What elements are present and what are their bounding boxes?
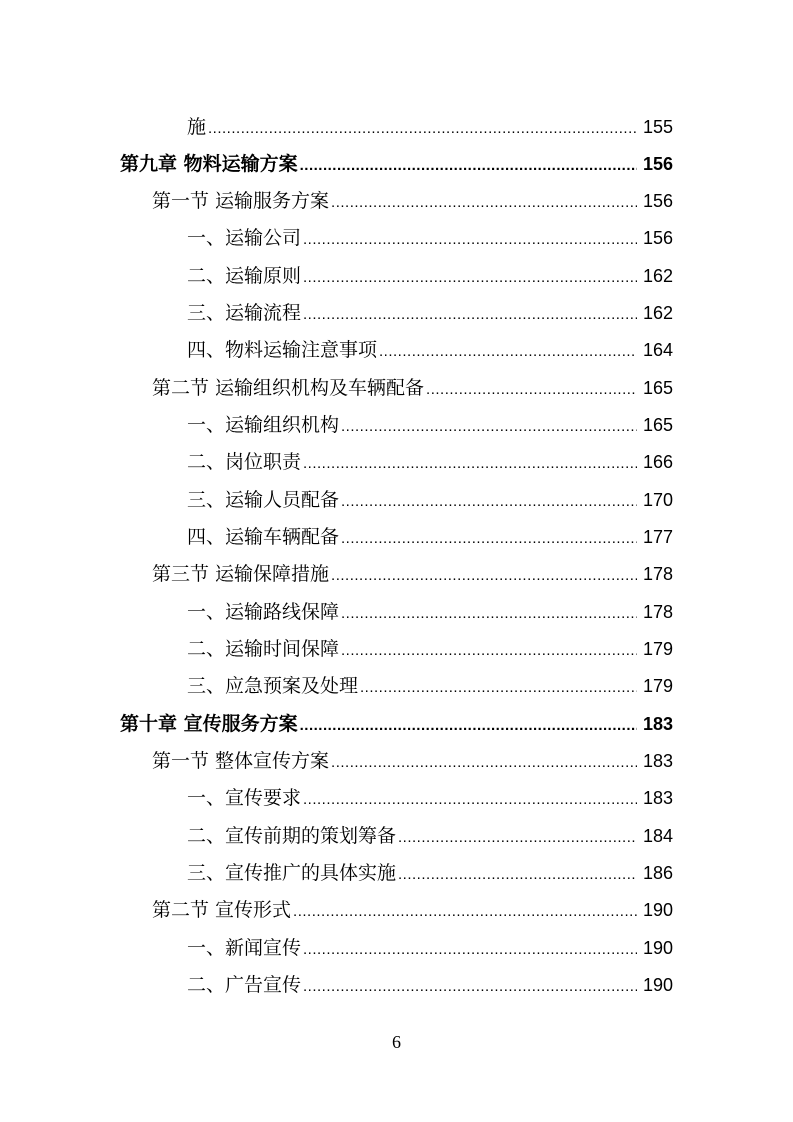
leader-dots (303, 977, 637, 996)
leader-dots (331, 566, 637, 585)
toc-entry-page: 165 (642, 378, 673, 398)
toc-entry-section[interactable] (152, 175, 673, 212)
toc-entry[interactable] (187, 101, 673, 138)
toc-entry[interactable] (187, 436, 673, 473)
toc-entry-title: 二、岗位职责 (187, 451, 302, 473)
toc-entry-title: 施 (187, 116, 207, 138)
toc-entry-title: 一、运输组织机构 (187, 414, 340, 436)
leader-dots (398, 828, 637, 847)
toc-entry-title: 四、运输车辆配备 (187, 526, 340, 548)
toc-entry-title: 第二节 运输组织机构及车辆配备 (152, 377, 425, 399)
toc-entry-title: 第一节 整体宣传方案 (152, 750, 330, 772)
toc-entry-title: 一、宣传要求 (187, 787, 302, 809)
leader-dots (300, 156, 637, 175)
toc-entry[interactable] (187, 772, 673, 809)
toc-entry-section[interactable] (152, 735, 673, 772)
toc-entry-title: 一、新闻宣传 (187, 937, 302, 959)
toc-entry-page: 178 (642, 564, 673, 584)
leader-dots (303, 230, 637, 249)
toc-entry[interactable] (187, 250, 673, 287)
toc-entry-page: 162 (642, 266, 673, 286)
toc-entry-title: 三、宣传推广的具体实施 (187, 862, 397, 884)
toc-entry-page: 166 (642, 452, 673, 472)
toc-entry-page: 156 (642, 154, 673, 174)
toc-entry-chapter[interactable] (120, 138, 673, 175)
leader-dots (331, 753, 637, 772)
toc-entry[interactable] (187, 810, 673, 847)
toc-entry[interactable] (187, 399, 673, 436)
toc-entry[interactable] (187, 324, 673, 361)
toc-entry[interactable] (187, 511, 673, 548)
toc-entry-title: 第一节 运输服务方案 (152, 190, 330, 212)
toc-entry[interactable] (187, 959, 673, 996)
toc-entry-page: 178 (642, 602, 673, 622)
toc-entry-title: 二、运输原则 (187, 265, 302, 287)
toc-entry-title: 四、物料运输注意事项 (187, 339, 378, 361)
leader-dots (398, 865, 637, 884)
toc-entry-title: 一、运输路线保障 (187, 601, 340, 623)
toc-entry-title: 第九章 物料运输方案 (120, 153, 298, 175)
toc-entry-page: 186 (642, 863, 673, 883)
toc-entry[interactable] (187, 586, 673, 623)
toc-entry-page: 183 (642, 751, 673, 771)
leader-dots (341, 492, 637, 511)
toc-entry-page: 183 (642, 788, 673, 808)
leader-dots (293, 902, 637, 921)
toc-entry-page: 177 (642, 527, 673, 547)
toc-entry-page: 190 (642, 900, 673, 920)
toc-entry-page: 155 (642, 117, 673, 137)
toc-entry[interactable] (187, 212, 673, 249)
toc-entry-title: 一、运输公司 (187, 227, 302, 249)
toc-entry-title: 二、运输时间保障 (187, 638, 340, 660)
leader-dots (360, 678, 637, 697)
leader-dots (341, 641, 637, 660)
toc-entry-page: 190 (642, 938, 673, 958)
leader-dots (303, 790, 637, 809)
toc-entry[interactable] (187, 474, 673, 511)
page-number: 6 (392, 1032, 401, 1052)
leader-dots (341, 529, 637, 548)
leader-dots (341, 417, 637, 436)
toc-entry[interactable] (187, 847, 673, 884)
leader-dots (300, 716, 637, 735)
toc-entry-page: 179 (642, 676, 673, 696)
leader-dots (426, 380, 637, 399)
toc-entry[interactable] (187, 287, 673, 324)
toc-entry-title: 二、广告宣传 (187, 974, 302, 996)
toc-entry[interactable] (187, 623, 673, 660)
toc-entry-title: 三、运输人员配备 (187, 489, 340, 511)
toc-entry-page: 179 (642, 639, 673, 659)
toc-entry-title: 三、应急预案及处理 (187, 675, 359, 697)
toc-entry-section[interactable] (152, 548, 673, 585)
toc-entry-page: 184 (642, 826, 673, 846)
toc-entry-page: 156 (642, 228, 673, 248)
leader-dots (331, 193, 637, 212)
toc-entry[interactable] (187, 660, 673, 697)
toc-entry-section[interactable] (152, 884, 673, 921)
toc-entry-title: 第二节 宣传形式 (152, 899, 292, 921)
leader-dots (303, 305, 637, 324)
leader-dots (303, 454, 637, 473)
toc-entry-chapter[interactable] (120, 698, 673, 735)
leader-dots (303, 940, 637, 959)
leader-dots (303, 268, 637, 287)
leader-dots (208, 119, 637, 138)
toc-entry-title: 第三节 运输保障措施 (152, 563, 330, 585)
leader-dots (379, 342, 637, 361)
toc-entry-page: 164 (642, 340, 673, 360)
toc-entry-page: 165 (642, 415, 673, 435)
toc-entry-page: 162 (642, 303, 673, 323)
toc-entry[interactable] (187, 922, 673, 959)
toc-entry-page: 156 (642, 191, 673, 211)
leader-dots (341, 604, 637, 623)
toc-entry-section[interactable] (152, 362, 673, 399)
toc-entry-page: 190 (642, 975, 673, 995)
toc-entry-title: 三、运输流程 (187, 302, 302, 324)
toc-entry-page: 170 (642, 490, 673, 510)
toc-entry-page: 183 (642, 714, 673, 734)
toc-entry-title: 二、宣传前期的策划筹备 (187, 825, 397, 847)
toc-entry-title: 第十章 宣传服务方案 (120, 713, 298, 735)
